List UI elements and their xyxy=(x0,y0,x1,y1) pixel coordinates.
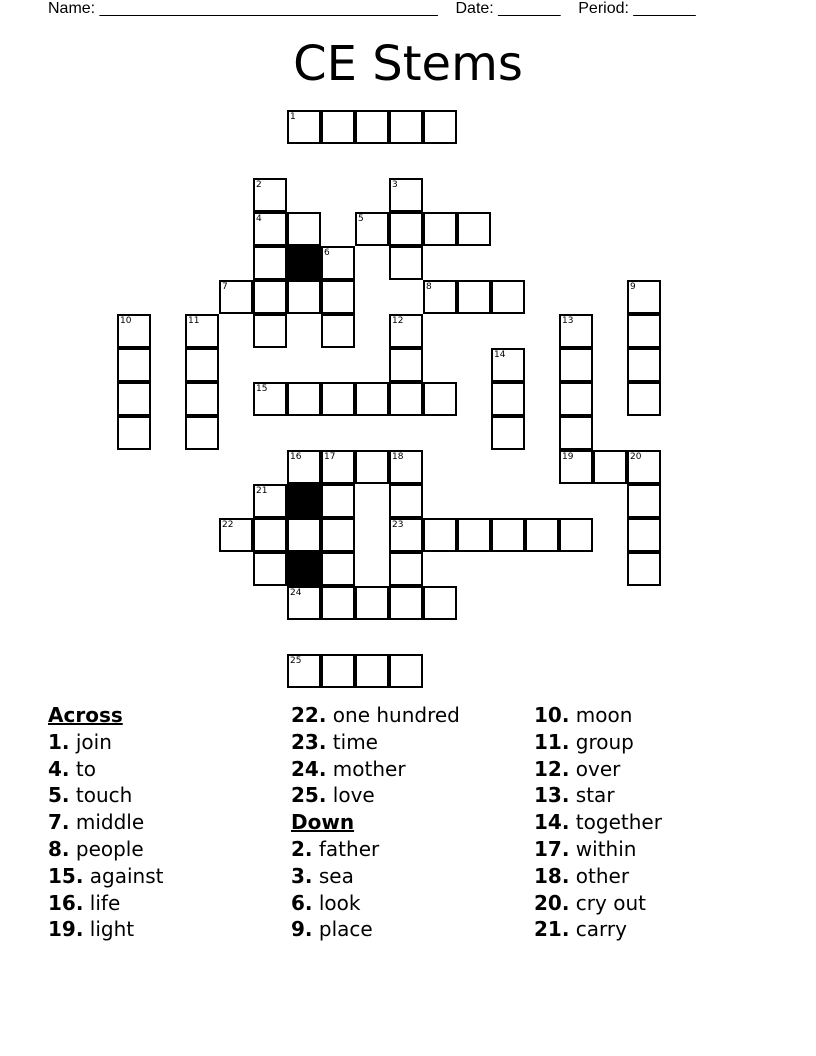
clue-number: 15. xyxy=(48,863,84,888)
clue-text: one hundred xyxy=(326,703,460,727)
clue-number: 22. xyxy=(291,703,327,727)
clue-text: over xyxy=(569,756,621,781)
clue-number: 15 xyxy=(256,384,268,394)
clue-number: 24. xyxy=(291,756,327,781)
crossword-cell[interactable] xyxy=(491,416,525,450)
crossword-cell[interactable] xyxy=(559,450,593,484)
crossword-cell[interactable] xyxy=(185,348,219,382)
crossword-cell[interactable] xyxy=(559,382,593,416)
clue-number: 9 xyxy=(630,282,636,292)
name-date-period-header: Name: ______________________________________ Date: _______ Period: _______ xyxy=(48,0,696,17)
crossword-cell[interactable] xyxy=(389,450,423,484)
crossword-cell[interactable] xyxy=(287,382,321,416)
clue-text: against xyxy=(83,863,164,888)
crossword-cell[interactable] xyxy=(355,586,389,620)
clue-item xyxy=(48,863,164,890)
clue-number: 13. xyxy=(534,783,570,808)
clue-item xyxy=(48,890,164,917)
crossword-cell[interactable] xyxy=(389,246,423,280)
crossword-cell[interactable] xyxy=(219,280,253,314)
clue-text: look xyxy=(312,890,361,915)
clue-text: middle xyxy=(69,810,145,835)
clue-number: 21 xyxy=(256,486,268,496)
crossword-cell[interactable] xyxy=(321,450,355,484)
crossword-cell[interactable] xyxy=(627,314,661,348)
clue-column-3 xyxy=(534,702,662,943)
crossword-cell[interactable] xyxy=(593,450,627,484)
clue-text: moon xyxy=(569,703,633,727)
crossword-cell[interactable] xyxy=(185,314,219,348)
clue-number: 1 xyxy=(290,112,296,122)
crossword-cell[interactable] xyxy=(627,280,661,314)
clue-number: 25 xyxy=(290,656,302,666)
crossword-cell[interactable] xyxy=(389,654,423,688)
clue-number: 5 xyxy=(358,214,364,224)
clue-number: 10 xyxy=(120,316,132,326)
clue-number: 11. xyxy=(534,729,570,754)
clue-text: place xyxy=(312,917,373,942)
clue-number: 8 xyxy=(426,282,432,292)
crossword-cell[interactable] xyxy=(627,484,661,518)
clue-item xyxy=(534,756,662,783)
clue-item xyxy=(48,916,164,943)
crossword-cell[interactable] xyxy=(117,416,151,450)
clue-column-2 xyxy=(291,702,460,943)
black-cell xyxy=(287,246,321,280)
crossword-cell[interactable] xyxy=(423,586,457,620)
clue-number: 20. xyxy=(534,890,570,915)
crossword-cell[interactable] xyxy=(627,382,661,416)
clue-number: 14 xyxy=(494,350,506,360)
crossword-cell[interactable] xyxy=(321,110,355,144)
across-heading: Across xyxy=(48,703,123,727)
clue-number: 23. xyxy=(291,729,327,754)
clue-number: 16. xyxy=(48,890,84,915)
clue-item xyxy=(291,863,460,890)
clue-item xyxy=(291,782,460,809)
black-cell xyxy=(287,484,321,518)
clue-number: 9. xyxy=(291,917,313,942)
clue-text: group xyxy=(569,729,634,754)
clue-text: together xyxy=(569,810,662,835)
crossword-cell[interactable] xyxy=(525,518,559,552)
clue-text: carry xyxy=(569,917,627,942)
clue-item xyxy=(534,702,662,729)
crossword-cell[interactable] xyxy=(491,518,525,552)
crossword-cell[interactable] xyxy=(321,484,355,518)
clue-number: 22 xyxy=(222,520,234,530)
clue-text: light xyxy=(83,917,135,942)
crossword-cell[interactable] xyxy=(287,110,321,144)
crossword-cell[interactable] xyxy=(355,654,389,688)
crossword-cell[interactable] xyxy=(491,382,525,416)
crossword-cell[interactable] xyxy=(423,382,457,416)
crossword-cell[interactable] xyxy=(253,382,287,416)
crossword-cell[interactable] xyxy=(423,280,457,314)
crossword-cell[interactable] xyxy=(389,586,423,620)
crossword-cell[interactable] xyxy=(219,518,253,552)
crossword-cell[interactable] xyxy=(253,518,287,552)
clue-number: 12. xyxy=(534,756,570,781)
crossword-cell[interactable] xyxy=(389,552,423,586)
clue-number: 7 xyxy=(222,282,228,292)
clue-text: mother xyxy=(326,756,406,781)
clue-number: 5. xyxy=(48,783,70,808)
crossword-cell[interactable] xyxy=(423,212,457,246)
crossword-cell[interactable] xyxy=(355,212,389,246)
crossword-cell[interactable] xyxy=(287,518,321,552)
crossword-cell[interactable] xyxy=(491,280,525,314)
crossword-cell[interactable] xyxy=(253,246,287,280)
crossword-cell[interactable] xyxy=(559,518,593,552)
crossword-cell[interactable] xyxy=(253,280,287,314)
crossword-cell[interactable] xyxy=(559,416,593,450)
clue-number: 21. xyxy=(534,917,570,942)
crossword-cell[interactable] xyxy=(457,212,491,246)
clue-number: 18. xyxy=(534,863,570,888)
clue-list xyxy=(0,702,816,962)
clue-item xyxy=(48,836,164,863)
clue-number: 23 xyxy=(392,520,404,530)
clue-number: 4 xyxy=(256,214,262,224)
crossword-cell[interactable] xyxy=(287,280,321,314)
clue-item xyxy=(48,756,164,783)
clue-item xyxy=(48,729,164,756)
clue-number: 25. xyxy=(291,783,327,808)
crossword-cell[interactable] xyxy=(389,348,423,382)
crossword-cell[interactable] xyxy=(559,314,593,348)
crossword-cell[interactable] xyxy=(321,518,355,552)
crossword-cell[interactable] xyxy=(389,212,423,246)
crossword-cell[interactable] xyxy=(457,280,491,314)
clue-number: 14. xyxy=(534,810,570,835)
clue-number: 6 xyxy=(324,248,330,258)
clue-number: 4. xyxy=(48,756,70,781)
crossword-cell[interactable] xyxy=(321,654,355,688)
crossword-cell[interactable] xyxy=(321,314,355,348)
black-cell xyxy=(287,552,321,586)
crossword-cell[interactable] xyxy=(389,484,423,518)
clue-number: 3. xyxy=(291,863,313,888)
crossword-cell[interactable] xyxy=(491,348,525,382)
clue-item xyxy=(534,863,662,890)
clue-text: people xyxy=(69,836,144,861)
clue-item xyxy=(534,916,662,943)
crossword-cell[interactable] xyxy=(321,552,355,586)
clue-item xyxy=(534,836,662,863)
crossword-cell[interactable] xyxy=(253,212,287,246)
clue-text: father xyxy=(312,836,380,861)
clue-number: 11 xyxy=(188,316,200,326)
clue-number: 17 xyxy=(324,452,336,462)
crossword-cell[interactable] xyxy=(423,110,457,144)
clue-number: 7. xyxy=(48,810,70,835)
clue-item xyxy=(291,729,460,756)
crossword-cell[interactable] xyxy=(117,314,151,348)
crossword-cell[interactable] xyxy=(389,178,423,212)
crossword-cell[interactable] xyxy=(389,518,423,552)
crossword-cell[interactable] xyxy=(457,518,491,552)
crossword-cell[interactable] xyxy=(627,552,661,586)
crossword-cell[interactable] xyxy=(321,280,355,314)
clue-number: 18 xyxy=(392,452,404,462)
crossword-cell[interactable] xyxy=(389,382,423,416)
crossword-cell[interactable] xyxy=(185,416,219,450)
crossword-cell[interactable] xyxy=(117,382,151,416)
clue-number: 6. xyxy=(291,890,313,915)
down-heading: Down xyxy=(291,810,355,835)
clue-text: to xyxy=(69,756,96,781)
crossword-cell[interactable] xyxy=(321,586,355,620)
clue-item xyxy=(534,782,662,809)
crossword-cell[interactable] xyxy=(253,484,287,518)
clue-number: 12 xyxy=(392,316,404,326)
crossword-cell[interactable] xyxy=(389,110,423,144)
clue-number: 17. xyxy=(534,836,570,861)
clue-text: sea xyxy=(312,863,354,888)
clue-text: other xyxy=(569,863,630,888)
crossword-cell[interactable] xyxy=(185,382,219,416)
clue-item xyxy=(534,729,662,756)
crossword-cell[interactable] xyxy=(559,348,593,382)
crossword-cell[interactable] xyxy=(423,518,457,552)
crossword-cell[interactable] xyxy=(287,450,321,484)
crossword-cell[interactable] xyxy=(321,382,355,416)
clue-text: time xyxy=(326,729,378,754)
clue-number: 19 xyxy=(562,452,574,462)
crossword-cell[interactable] xyxy=(355,382,389,416)
crossword-cell[interactable] xyxy=(627,518,661,552)
clue-item xyxy=(291,836,460,863)
clue-text: within xyxy=(569,836,637,861)
crossword-cell[interactable] xyxy=(321,246,355,280)
crossword-cell[interactable] xyxy=(253,552,287,586)
crossword-cell[interactable] xyxy=(287,586,321,620)
clue-number: 10. xyxy=(534,703,570,727)
clue-item xyxy=(291,702,460,729)
clue-item xyxy=(48,782,164,809)
clue-number: 1. xyxy=(48,729,70,754)
clue-column-1 xyxy=(48,702,164,943)
crossword-cell[interactable] xyxy=(627,348,661,382)
clue-number: 2 xyxy=(256,180,262,190)
clue-text: cry out xyxy=(569,890,646,915)
clue-item xyxy=(534,809,662,836)
clue-item xyxy=(48,809,164,836)
clue-text: life xyxy=(83,890,121,915)
clue-item xyxy=(291,890,460,917)
clue-text: join xyxy=(69,729,112,754)
crossword-cell[interactable] xyxy=(389,314,423,348)
clue-number: 19. xyxy=(48,917,84,942)
clue-number: 13 xyxy=(562,316,574,326)
clue-item xyxy=(291,756,460,783)
clue-number: 8. xyxy=(48,836,70,861)
crossword-cell[interactable] xyxy=(355,110,389,144)
clue-number: 3 xyxy=(392,180,398,190)
clue-text: touch xyxy=(69,783,133,808)
clue-item xyxy=(534,890,662,917)
crossword-cell[interactable] xyxy=(253,314,287,348)
crossword-cell[interactable] xyxy=(117,348,151,382)
crossword-cell[interactable] xyxy=(287,212,321,246)
page-title: CE Stems xyxy=(293,36,523,92)
clue-number: 24 xyxy=(290,588,302,598)
clue-number: 2. xyxy=(291,836,313,861)
clue-text: star xyxy=(569,783,615,808)
crossword-cell[interactable] xyxy=(253,178,287,212)
clue-number: 16 xyxy=(290,452,302,462)
clue-text: love xyxy=(326,783,375,808)
clue-number: 20 xyxy=(630,452,642,462)
crossword-cell[interactable] xyxy=(355,450,389,484)
clue-item xyxy=(291,916,460,943)
crossword-cell[interactable] xyxy=(627,450,661,484)
crossword-cell[interactable] xyxy=(287,654,321,688)
